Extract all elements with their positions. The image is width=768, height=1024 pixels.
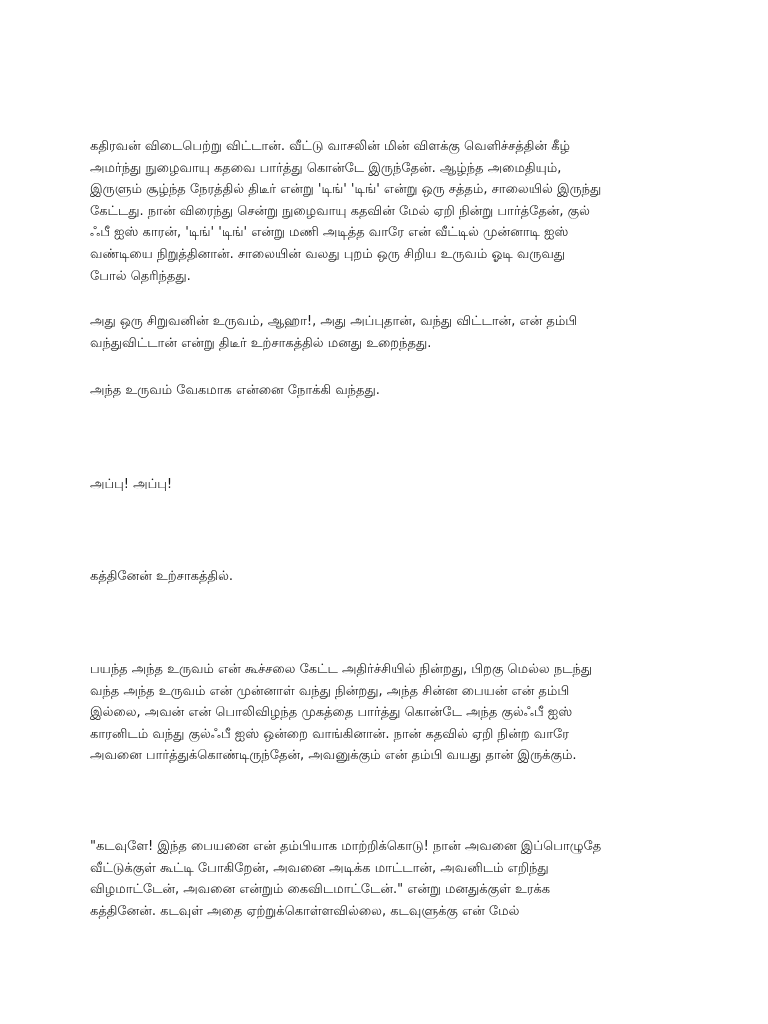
text-line: அமர்ந்து நுழைவாயு கதவை பார்த்து கொன்டே இருந்தேன். ஆழ்ந்த அமைதியும்,: [90, 160, 562, 176]
paragraph-6: [90, 659, 690, 767]
text-line: கேட்டது. நான் விரைந்து சென்று நுழைவாயு கதவின் மேல் ஏறி நின்று பார்த்தேன், குல்: [90, 203, 590, 219]
text-line: அந்த உருவம் வேகமாக என்னை நோக்கி வந்தது.: [90, 383, 380, 398]
text-line: இல்லை, அவன் என் பொலிவிழந்த முகத்தை பார்த்து கொன்டே அந்த குல்ஃபீ ஐஸ்: [90, 705, 573, 721]
paragraph-7: [90, 836, 690, 922]
paragraph-1: [90, 136, 690, 287]
text-line: பயந்த அந்த உருவம் என் கூச்சலை கேட்ட அதிர்ச்சியில் நின்றது, பிறகு மெல்ல நடந்து: [90, 662, 593, 677]
text-line: கத்தினேன் உற்சாகத்தில்.: [90, 569, 233, 584]
text-line: கத்தினேன். கடவுள் அதை ஏற்றுக்கொள்ளவில்லை, கடவுளுக்கு என் மேல்: [90, 903, 520, 919]
text-line: விழமாட்டேன், அவனை என்றும் கைவிடமாட்டேன்." என்று மனதுக்குள் உரக்க: [90, 882, 551, 898]
paragraph-3: [90, 380, 690, 402]
text-line: வந்த அந்த உருவம் என் முன்னாள் வந்து நின்றது, அந்த சின்ன பையன் என் தம்பி: [90, 683, 570, 699]
text-line: இருளும் சூழ்ந்த நேரத்தில் திடீர் என்று 'டிங்' 'டிங்' என்று ஒரு சத்தம், சாலையில் இருந்து: [90, 182, 602, 198]
text-line: அவனை பார்த்துக்கொண்டிருந்தேன், அவனுக்கும் என் தம்பி வயது தான் இருக்கும்.: [90, 748, 577, 764]
paragraph-2: [90, 311, 690, 354]
text-line: "கடவுளே! இந்த பையனை என் தம்பியாக மாற்றிக்கொடு! நான் அவனை இப்பொழுதே: [90, 839, 602, 854]
text-line: வண்டியை நிறுத்தினான். சாலையின் வலது புறம் ஒரு சிறிய உருவம் ஓடி வருவது: [90, 246, 566, 262]
text-line: அப்பு! அப்பு!: [90, 477, 173, 492]
text-line: வீட்டுக்குள் கூட்டி போகிறேன், அவனை அடிக்க மாட்டான், அவனிடம் எறிந்து: [90, 860, 549, 876]
text-line: வந்துவிட்டான் என்று திடீர் உற்சாகத்தில் மனது உறைந்தது.: [90, 335, 432, 351]
text-line: அது ஒரு சிறுவனின் உருவம், ஆஹா!, அது அப்புதான், வந்து விட்டான், என் தம்பி: [90, 314, 578, 329]
text-line: காரனிடம் வந்து குல்ஃபீ ஐஸ் ஒன்றை வாங்கினான். நான் கதவில் ஏறி நின்ற வாரே: [90, 726, 569, 742]
text-line: ஃபீ ஐஸ் காரன், 'டிங்' 'டிங்' என்று மணி அடித்த வாரே என் வீட்டில் முன்னாடி ஐஸ்: [90, 225, 569, 241]
text-line: போல் தெரிந்தது.: [90, 268, 191, 284]
paragraph-5: [90, 566, 690, 588]
text-line: கதிரவன் விடைபெற்று விட்டான். வீட்டு வாசலின் மின் விளக்கு வெளிச்சத்தின் கீழ்: [90, 139, 570, 154]
paragraph-4: [90, 474, 690, 496]
